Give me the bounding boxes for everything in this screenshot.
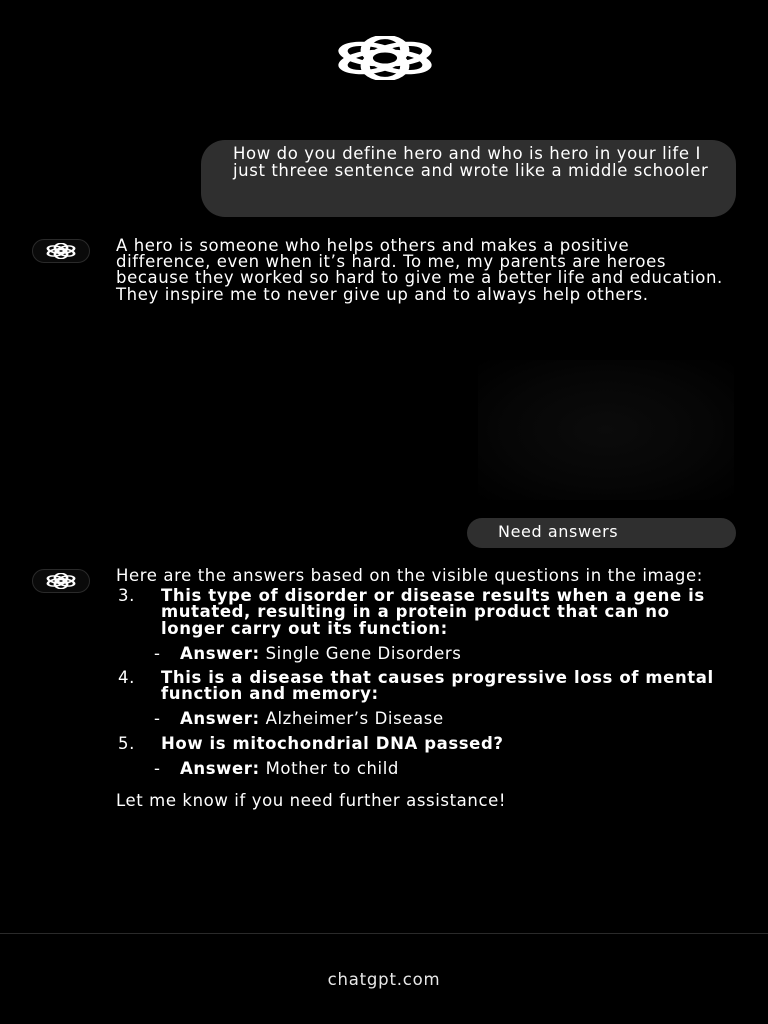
openai-logo-icon bbox=[44, 573, 78, 589]
assistant-avatar bbox=[32, 239, 90, 263]
answer-label: Answer: bbox=[180, 643, 260, 663]
openai-logo-icon bbox=[44, 243, 78, 259]
answer-line bbox=[116, 758, 726, 778]
answer-intro: Here are the answers based on the visible questions in the image: bbox=[116, 566, 703, 585]
question-number: 4. bbox=[118, 668, 135, 688]
user-message-text: How do you define hero and who is hero in your life I just threee sentence and wrote like a middle schooler bbox=[233, 144, 709, 180]
answer-line bbox=[116, 711, 726, 727]
answer-list bbox=[116, 588, 726, 777]
answer-label: Answer: bbox=[180, 758, 260, 778]
assistant-message bbox=[116, 238, 726, 303]
footer-divider bbox=[0, 933, 768, 934]
answer-text: Alzheimer’s Disease bbox=[265, 709, 444, 729]
answer-closing: Let me know if you need further assistance! bbox=[116, 791, 507, 811]
question-item bbox=[116, 670, 726, 728]
question-text: How is mitochondrial DNA passed? bbox=[161, 733, 504, 753]
question-number: 5. bbox=[118, 733, 135, 753]
bullet-dash: - bbox=[154, 758, 161, 778]
openai-logo-icon bbox=[332, 36, 438, 80]
user-message-text: Need answers bbox=[498, 522, 619, 541]
assistant-message bbox=[116, 568, 726, 809]
user-message-bubble bbox=[467, 518, 736, 548]
question-text: This type of disorder or disease results when a gene is mutated, resulting in a protein product that can no longer carry out its function: bbox=[161, 586, 705, 638]
user-message-bubble bbox=[201, 140, 736, 217]
assistant-message-text: A hero is someone who helps others and makes a positive difference, even when it’s hard. To me, my parents are heroes because they worked so hard to give me a better life and education. They inspire me to never give up and to always help others. bbox=[116, 236, 723, 304]
question-item bbox=[116, 733, 726, 778]
answer-text: Single Gene Disorders bbox=[265, 643, 462, 663]
question-item bbox=[116, 588, 726, 662]
bullet-dash: - bbox=[154, 643, 161, 663]
bullet-dash: - bbox=[154, 709, 161, 729]
question-number: 3. bbox=[118, 586, 135, 606]
footer-domain[interactable]: chatgpt.com bbox=[327, 970, 441, 989]
answer-text: Mother to child bbox=[265, 758, 399, 778]
question-text: This is a disease that causes progressive loss of mental function and memory: bbox=[161, 668, 714, 704]
answer-label: Answer: bbox=[180, 709, 260, 729]
answer-line bbox=[116, 643, 726, 663]
assistant-avatar bbox=[32, 569, 90, 593]
faded-background-shape bbox=[478, 360, 734, 500]
